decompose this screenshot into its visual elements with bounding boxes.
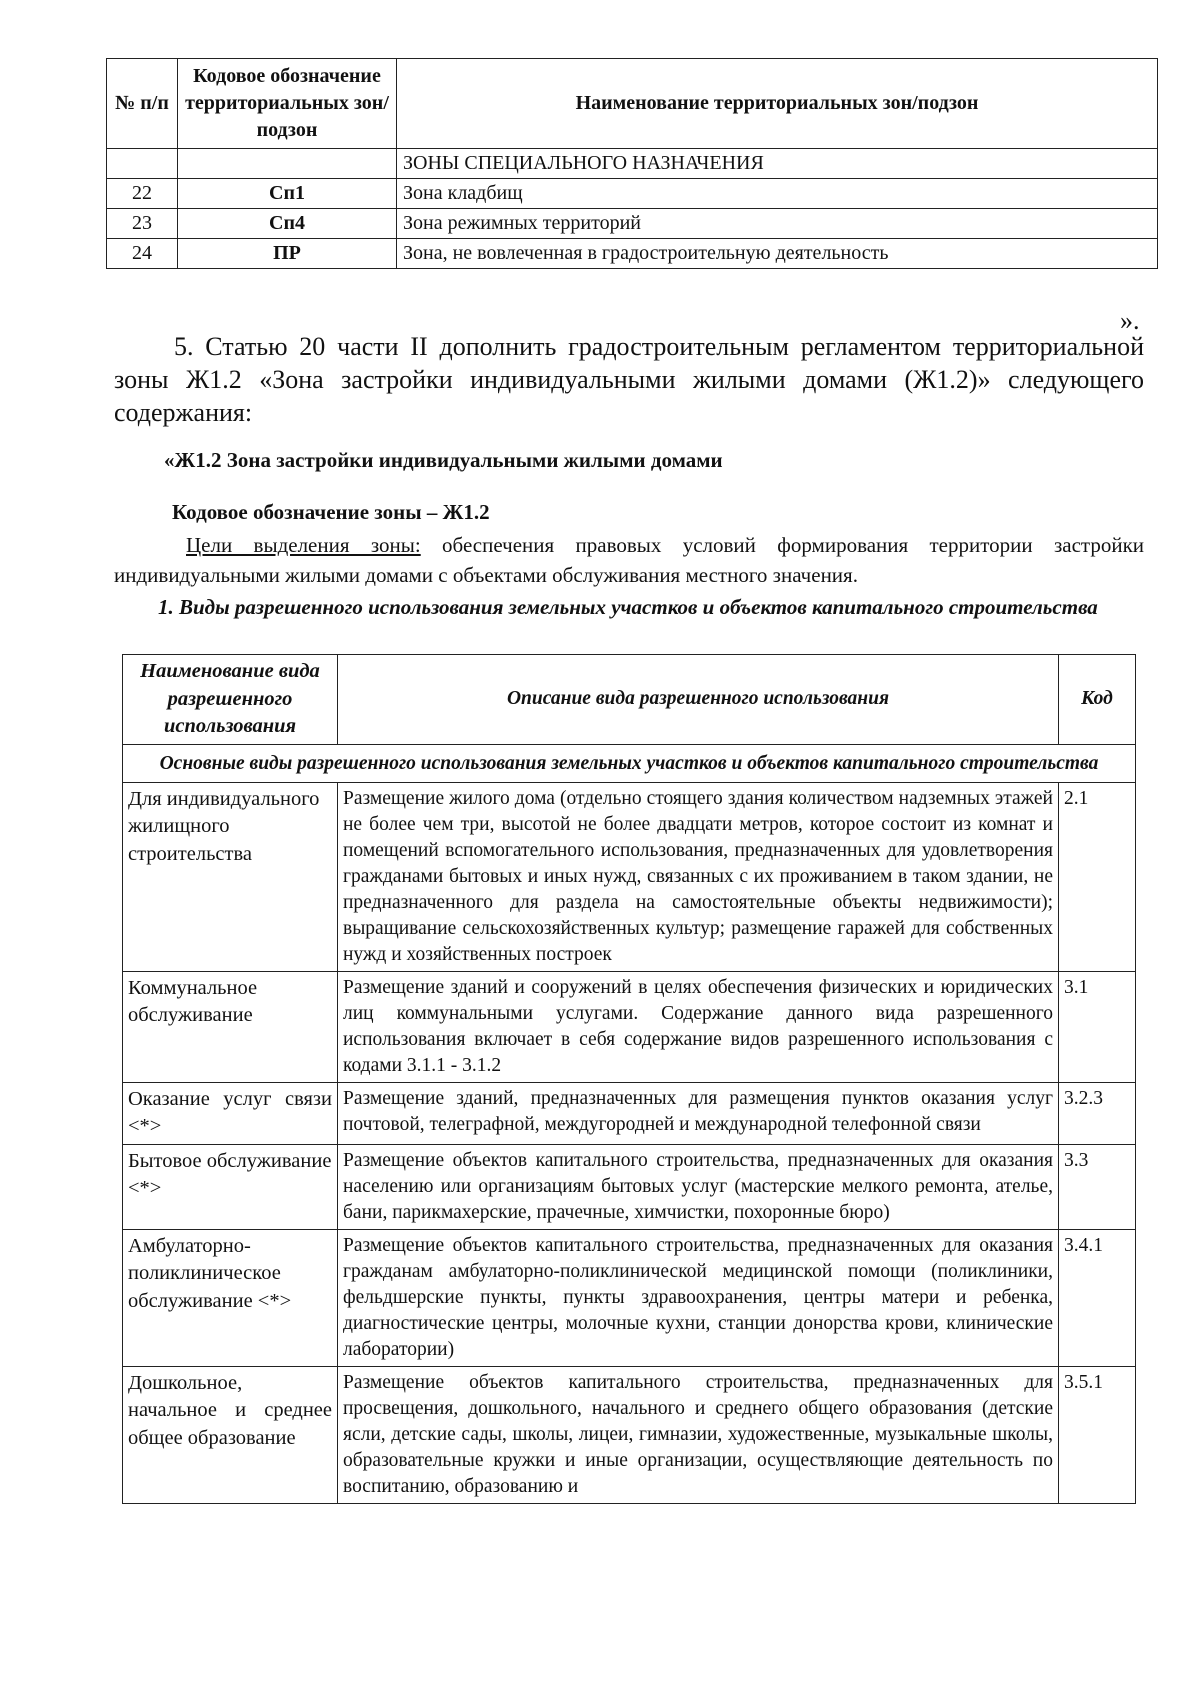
row-name: Зона кладбищ <box>397 179 1158 209</box>
table-row <box>123 1144 1136 1229</box>
row-num: 22 <box>107 179 178 209</box>
use-code: 3.3 <box>1059 1144 1136 1229</box>
row-num: 23 <box>107 209 178 239</box>
table-row <box>107 239 1158 269</box>
table-row <box>123 1366 1136 1503</box>
table-row <box>107 209 1158 239</box>
row-name: Зона режимных территорий <box>397 209 1158 239</box>
use-code: 3.5.1 <box>1059 1366 1136 1503</box>
use-name: Для индивидуального жилищного строительства <box>123 782 338 971</box>
header-use-code: Код <box>1059 655 1136 745</box>
table-row <box>123 782 1136 971</box>
uses-table-header <box>123 655 1136 745</box>
header-use-name: Наименование вида разрешенного использования <box>123 655 338 745</box>
table-row <box>123 1229 1136 1366</box>
table-row <box>107 179 1158 209</box>
use-desc: Размещение жилого дома (отдельно стоящего здания количеством надземных этажей не более чем три, высотой не более двадцати метров, которое состоит из комнат и помещений вспомогательного использования, предназначенных для удовлетворения гражданами бытовых и иных нужд, связанных с их проживанием в таком здании, не предназначенного для раздела на самостоятельные объекты недвижимости); выращивание сельскохозяйственных культур; размещение гаражей для собственных нужд и хозяйственных построек <box>338 782 1059 971</box>
paragraph-5 <box>114 330 1144 429</box>
row-num: 24 <box>107 239 178 269</box>
use-desc: Размещение объектов капитального строительства, предназначенных для просвещения, дошкольного, начального и среднего общего образования (детские ясли, детские сады, школы, лицеи, гимназии, художественные, музыкальные школы, образовательные кружки и иные организации, осуществляющие деятельность по воспитанию, образованию и <box>338 1366 1059 1503</box>
zones-table-header <box>107 59 1158 149</box>
section-heading <box>114 592 1144 622</box>
row-code: Сп4 <box>178 209 397 239</box>
group-label: Основные виды разрешенного использования земельных участков и объектов капитального строительства <box>123 744 1136 782</box>
use-name: Коммунальное обслуживание <box>123 971 338 1082</box>
use-desc: Размещение зданий и сооружений в целях обеспечения физических и юридических лиц коммунальными услугами. Содержание данного вида разрешенного использования включает в себя содержание видов разрешенного использования с кодами 3.1.1 - 3.1.2 <box>338 971 1059 1082</box>
zones-section-row <box>107 149 1158 179</box>
section-label: ЗОНЫ СПЕЦИАЛЬНОГО НАЗНАЧЕНИЯ <box>397 149 1158 179</box>
use-code: 3.4.1 <box>1059 1229 1136 1366</box>
use-name: Амбулаторно-поликлиническое обслуживание <*> <box>123 1229 338 1366</box>
use-name: Бытовое обслуживание <*> <box>123 1144 338 1229</box>
closing-quote: ». <box>1120 306 1140 335</box>
row-code: Сп1 <box>178 179 397 209</box>
zone-goals <box>114 530 1144 590</box>
use-desc: Размещение зданий, предназначенных для размещения пунктов оказания услуг почтовой, телеграфной, междугородней и международной телефонной связи <box>338 1082 1059 1144</box>
zones-table <box>106 58 1158 269</box>
goals-text: обеспечения правовых условий формирования территории застройки индивидуальными жилыми домами с объектами обслуживания местного значения. <box>114 533 1145 587</box>
header-num: № п/п <box>107 59 178 149</box>
zone-title: «Ж1.2 Зона застройки индивидуальными жилыми домами <box>164 448 723 472</box>
row-code: ПР <box>178 239 397 269</box>
use-desc: Размещение объектов капитального строительства, предназначенных для оказания гражданам амбулаторно-поликлинической медицинской помощи (поликлиники, фельдшерские пункты, пункты здравоохранения, центры матери и ребенка, диагностические центры, молочные кухни, станции донорства крови, клинические лаборатории) <box>338 1229 1059 1366</box>
header-name: Наименование территориальных зон/подзон <box>397 59 1158 149</box>
use-name: Оказание услуг связи <*> <box>123 1082 338 1144</box>
uses-table <box>122 654 1136 1504</box>
table-row <box>123 1082 1136 1144</box>
section-heading-text: 1. Виды разрешенного использования земельных участков и объектов капитального строительства <box>158 595 1098 619</box>
goals-label: Цели выделения зоны: <box>186 533 421 557</box>
use-name: Дошкольное, начальное и среднее общее образование <box>123 1366 338 1503</box>
row-name: Зона, не вовлеченная в градостроительную деятельность <box>397 239 1158 269</box>
uses-group-row <box>123 744 1136 782</box>
header-code: Кодовое обозначение территориальных зон/подзон <box>178 59 397 149</box>
header-use-desc: Описание вида разрешенного использования <box>338 655 1059 745</box>
zone-code-line: Кодовое обозначение зоны – Ж1.2 <box>172 500 490 524</box>
use-code: 3.2.3 <box>1059 1082 1136 1144</box>
use-code: 3.1 <box>1059 971 1136 1082</box>
use-code: 2.1 <box>1059 782 1136 971</box>
use-desc: Размещение объектов капитального строительства, предназначенных для оказания населению или организациям бытовых услуг (мастерские мелкого ремонта, ателье, бани, парикмахерские, прачечные, химчистки, похоронные бюро) <box>338 1144 1059 1229</box>
table-row <box>123 971 1136 1082</box>
paragraph-5-text: 5. Статью 20 части II дополнить градостроительным регламентом территориальной зоны Ж1.2 «Зона застройки индивидуальными жилыми домами (Ж1.2)» следующего содержания: <box>114 332 1144 427</box>
